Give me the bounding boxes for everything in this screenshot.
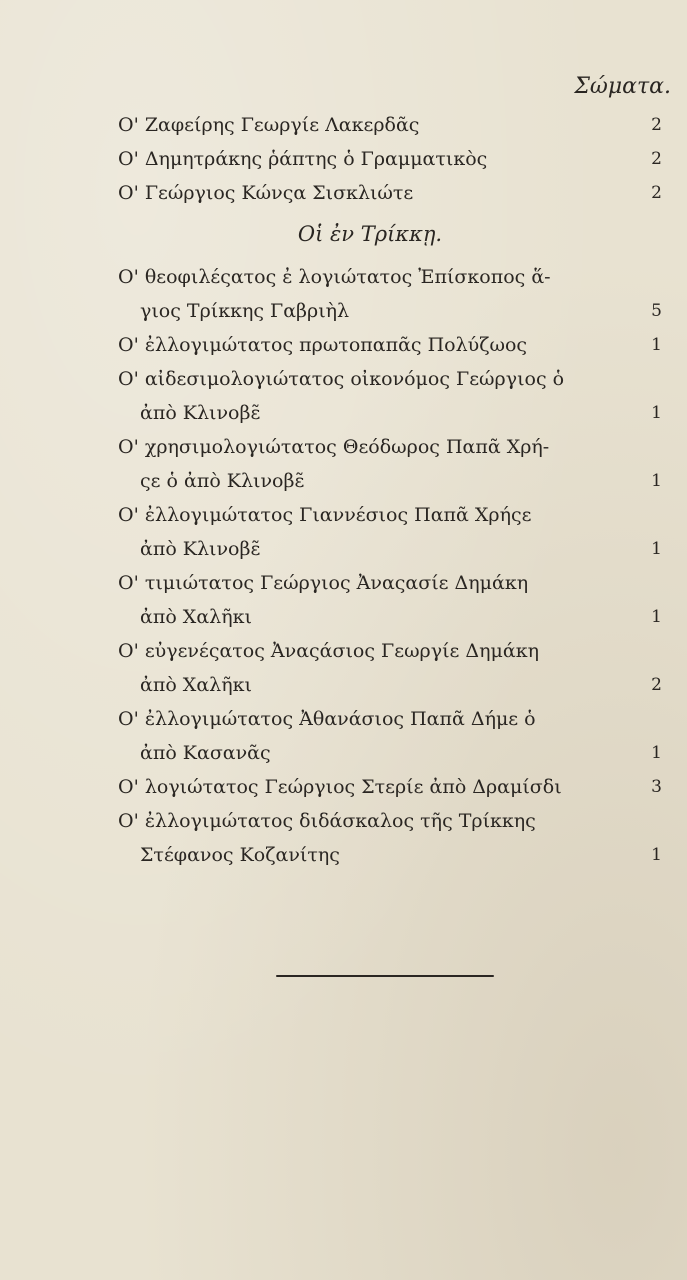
subscriber-name-continuation: γιος Τρίκκης Γαβριὴλ [140, 300, 350, 322]
copies-count: 2 [651, 149, 662, 169]
subscriber-name: Ο' ἐλλογιμώτατος Γιαννέσιος Παπᾶ Χρήςε [118, 504, 532, 526]
subscriber-entry [118, 260, 666, 328]
subscriber-name: Ο' ἐλλογιμώτατος Ἀθανάσιος Παπᾶ Δήμε ὁ [118, 708, 536, 730]
subscriber-name: Ο' ἐλλογιμώτατος πρωτοπαπᾶς Πολύζωος [118, 334, 528, 356]
subscriber-group-trikki [118, 260, 666, 872]
copies-count: 2 [651, 183, 662, 203]
subscriber-name-continuation: ἀπὸ Χαλῆκι [140, 606, 252, 628]
subscriber-list [118, 108, 666, 872]
subscriber-group [118, 108, 666, 210]
subscriber-entry [118, 142, 666, 176]
subscriber-name-continuation: ἀπὸ Χαλῆκι [140, 674, 252, 696]
subscriber-entry [118, 362, 666, 430]
subscriber-name-continuation: ἀπὸ Κλινοβε̃ [140, 538, 261, 560]
copies-count: 2 [651, 675, 662, 695]
copies-count: 1 [651, 607, 662, 627]
copies-count: 1 [651, 471, 662, 491]
subscriber-name: Ο' λογιώτατος Γεώργιος Στερίε ἀπὸ Δραμίσδι [118, 776, 562, 798]
subscriber-entry [118, 804, 666, 872]
subscriber-entry [118, 498, 666, 566]
subscriber-entry [118, 702, 666, 770]
subscriber-name: Ο' Γεώργιος Κώνςα Σισκλιώτε [118, 182, 414, 204]
copies-count: 1 [651, 403, 662, 423]
copies-count: 1 [651, 743, 662, 763]
closing-rule [276, 975, 494, 977]
copies-count: 1 [651, 845, 662, 865]
subscriber-name-continuation: ἀπὸ Κλινοβε̃ [140, 402, 261, 424]
copies-count: 1 [651, 335, 662, 355]
subscriber-name: Ο' χρησιμολογιώτατος Θεόδωρος Παπᾶ Χρή- [118, 436, 550, 458]
subscriber-entry [118, 770, 666, 804]
subscriber-entry [118, 176, 666, 210]
subscriber-name: Ο' Δημητράκης ῥάπτης ὁ Γραμματικὸς [118, 148, 488, 170]
subscriber-entry [118, 566, 666, 634]
subscriber-name: Ο' ἐλλογιμώτατος διδάσκαλος τῆς Τρίκκης [118, 810, 536, 832]
subscriber-name-continuation: Στέφανος Κοζανίτης [140, 844, 340, 866]
subscriber-entry [118, 634, 666, 702]
subscriber-entry [118, 430, 666, 498]
subscriber-entry [118, 108, 666, 142]
subscriber-name: Ο' θεοφιλέςατος ἐ λογιώτατος Ἐπίσκοπος ἅ- [118, 266, 551, 288]
subscriber-name: Ο' αἰδεσιμολογιώτατος οἰκονόμος Γεώργιος ὁ [118, 368, 565, 390]
column-header: Σώματα. [574, 74, 671, 99]
subscriber-name-continuation: ςε ὁ ἀπὸ Κλινοβε̃ [140, 470, 305, 492]
copies-count: 2 [651, 115, 662, 135]
copies-count: 1 [651, 539, 662, 559]
subscriber-entry [118, 328, 666, 362]
copies-count: 3 [651, 777, 662, 797]
subscriber-name-continuation: ἀπὸ Κασανᾶς [140, 742, 271, 764]
subscriber-name: Ο' εὐγενέςατος Ἀναςάσιος Γεωργίε Δημάκη [118, 640, 539, 662]
subscriber-name: Ο' Ζαφείρης Γεωργίε Λακερδᾶς [118, 114, 420, 136]
subscriber-name: Ο' τιμιώτατος Γεώργιος Ἀναςασίε Δημάκη [118, 572, 529, 594]
section-subheading: Οἱ ἐν Τρίκκῃ. [297, 222, 443, 246]
copies-count: 5 [651, 301, 662, 321]
